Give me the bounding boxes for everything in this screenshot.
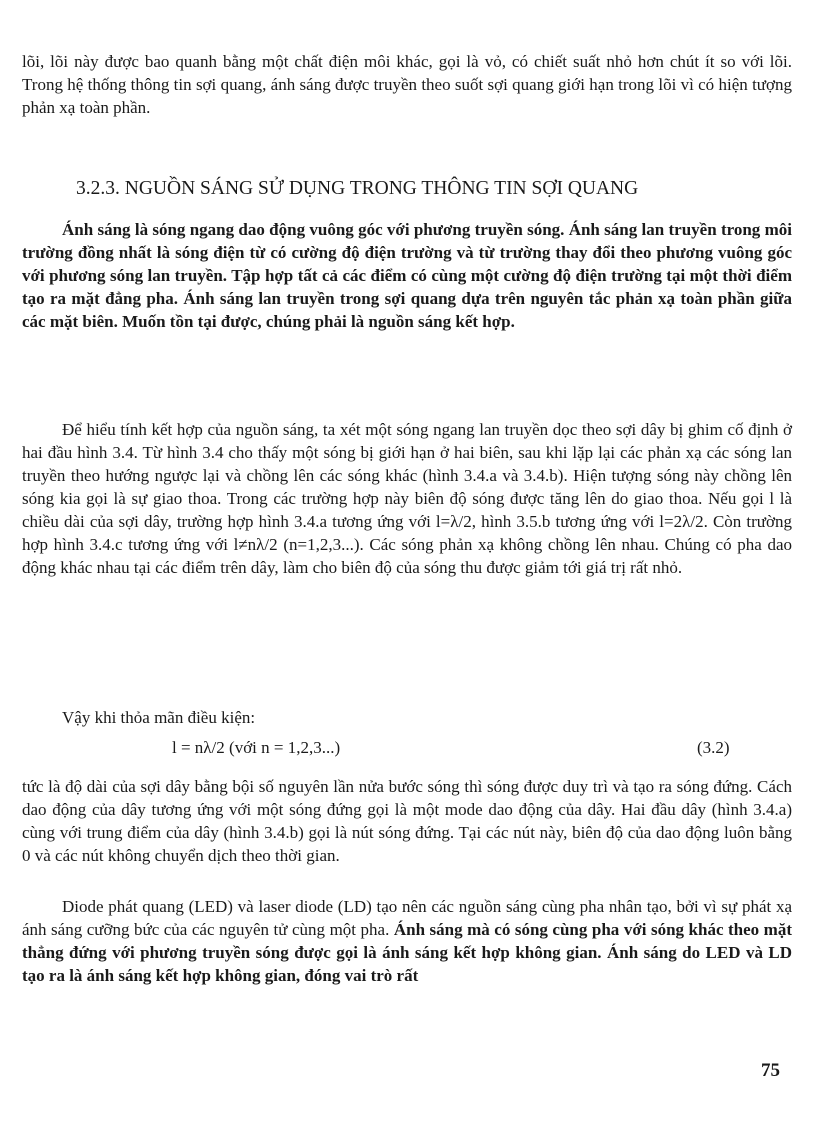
paragraph-light-properties: Ánh sáng là sóng ngang dao động vuông góc với phương truyền sóng. Ánh sáng lan truyền trong môi trường đồng nhất là sóng điện từ có cường độ điện trường và từ trường thay đổi theo phương vuông góc với phương sóng lan truyền. Tập hợp tất cả các điểm có cùng một cường độ điện trường tại một thời điểm tạo ra mặt đẳng pha. Ánh sáng lan truyền trong sợi quang dựa trên nguyên tắc phản xạ toàn phần giữa các mặt biên. Muốn tồn tại được, chúng phải là nguồn sáng kết hợp.	[22, 220, 792, 331]
paragraph-led-ld-end: Ánh sáng mà có sóng cùng pha với sóng khác theo mặt thẳng đứng với phương truyền sóng được gọi là ánh sáng kết hợp không gian. Ánh sáng do LED và LD tạo ra là ánh sáng kết hợp không gian, đóng vai trò rất	[22, 920, 793, 985]
paragraph-standing-wave: tức là độ dài của sợi dây bằng bội số nguyên lần nửa bước sóng thì sóng được duy trì và tạo ra sóng đứng. Cách dao động của dây tương ứng với một sóng đứng gọi là một mode dao động của dây. Hai đầu dây (hình 3.4.a) cùng với trung điểm của dây (hình 3.4.b) gọi là nút sóng đứng. Tại các nút này, biên độ của dao động luôn bằng 0 và các nút không chuyển dịch theo thời gian.	[22, 777, 792, 865]
equation-number: (3.2)	[697, 738, 730, 757]
paragraph-coherence: Để hiểu tính kết hợp của nguồn sáng, ta xét một sóng ngang lan truyền dọc theo sợi dây bị ghim cố định ở hai đầu hình 3.4. Từ hình 3.4 cho thấy một sóng bị giới hạn ở hai biên, sau khi lặp lại các phản xạ các sóng lan truyền theo hướng ngược lại và chồng lên các sóng khác (hình 3.4.a và 3.4.b). Hiện tượng sóng này chồng lên sóng kia gọi là sự giao thoa. Trong các trường hợp này biên độ sóng được tăng lên do giao thoa. Nếu gọi l là chiều dài của sợi dây, trường hợp hình 3.4.a tương ứng với l=λ/2, hình 3.5.b tương ứng với l=2λ/2. Còn trường hợp hình 3.4.c tương ứng với l≠nλ/2 (n=1,2,3...). Các sóng phản xạ không chồng lên nhau. Chúng có pha dao động khác nhau tại các điểm trên dây, làm cho biên độ của sóng thu được giảm tới giá trị rất nhỏ.	[22, 420, 792, 577]
paragraph-led-ld	[22, 895, 792, 987]
intro-paragraph: lõi, lõi này được bao quanh bằng một chất điện môi khác, gọi là vỏ, có chiết suất nhỏ hơn chút ít so với lõi. Trong hệ thống thông tin sợi quang, ánh sáng được truyền theo suốt sợi quang giới hạn trong lõi vì có hiện tượng phản xạ toàn phần.	[22, 52, 792, 117]
equation: l = nλ/2 (với n = 1,2,3...)	[172, 738, 341, 757]
paragraph-led-ld-start: Diode phát quang (LED) và laser diode (LD) tạo nên các nguồn sáng cùng pha nhân tạo, bởi vì sự phát xạ ánh sáng cưỡng bức của các nguyên tử cùng một pha.	[22, 897, 792, 939]
equation-row	[22, 736, 792, 760]
paragraph-condition-intro: Vậy khi thỏa mãn điều kiện:	[62, 708, 256, 727]
page-number: 75	[761, 1060, 780, 1081]
section-heading: 3.2.3. NGUỒN SÁNG SỬ DỤNG TRONG THÔNG TIN SỢI QUANG	[76, 178, 639, 199]
